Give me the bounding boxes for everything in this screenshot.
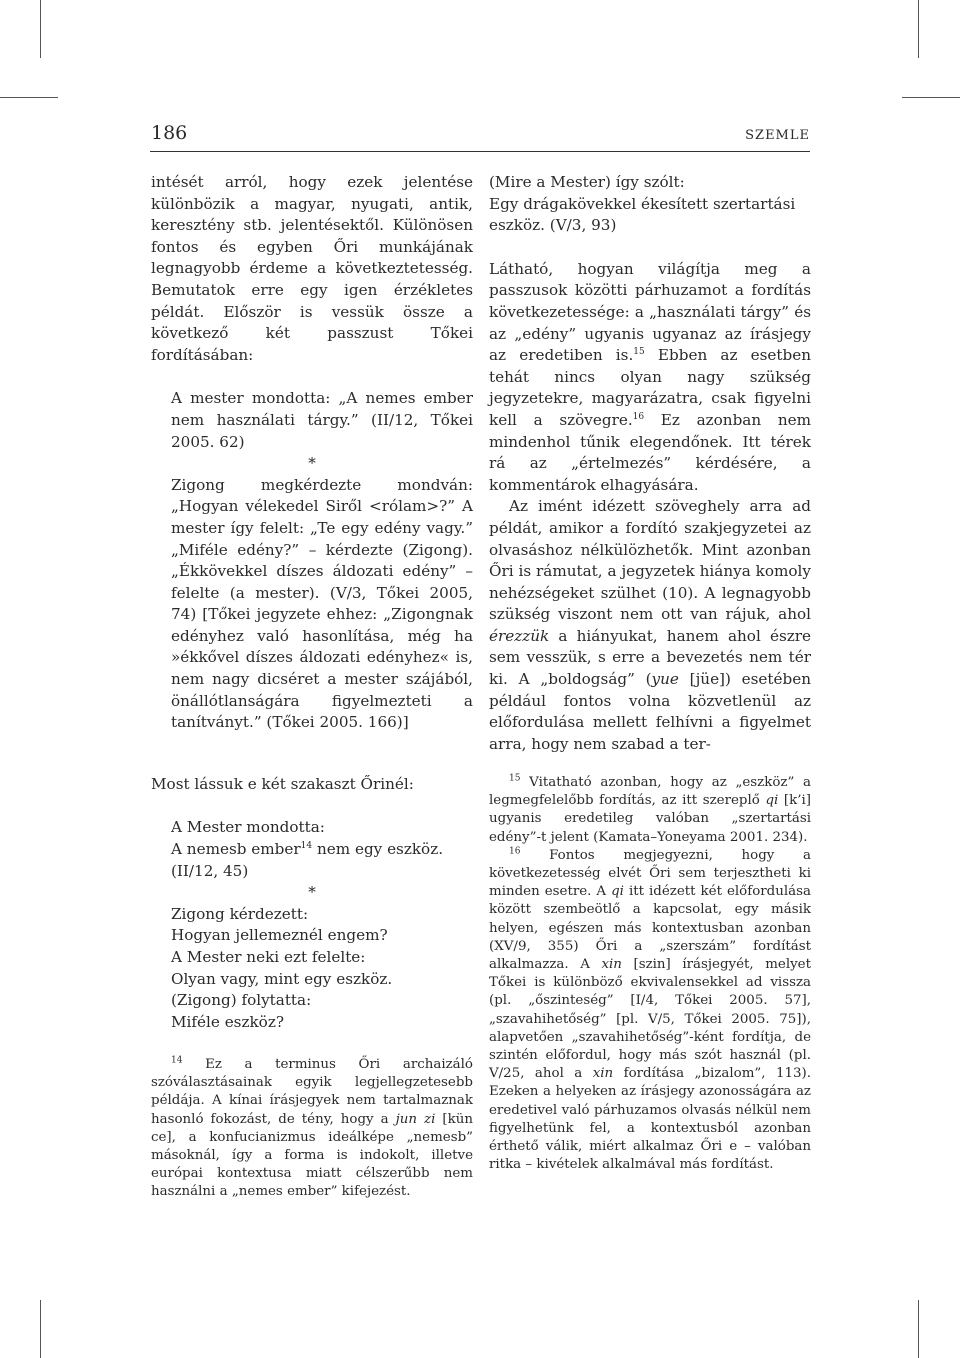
right-column — [489, 172, 811, 755]
paragraph-text: [jüe]) esetében például fontos volna közvetlenül az előfordulása mellett felhívni a figyelmet arra, hogy nem szabad a ter- — [489, 670, 812, 753]
quote-tokei-2: Zigong megkérdezte mondván: „Hogyan vélekedel Siről <rólam>?” A mester így felelt: „Te egy edény vagy.” „Miféle edény?” – kérdezte (Zigong). „Ékkövekkel díszes áldozati edény” – felelte (a mester). (V/3, Tőkei 2005, 74) [Tőkei jegyzete ehhez: „Zigongnak edényhez való hasonlítása, még ha »ékkővel díszes áldozati edényhez« is, nem nagy dicséret a mester szájából, önállótlanságára figyelmezteti a tanítványt.” (Tőkei 2005. 166)] — [171, 475, 473, 732]
footnote-14 — [151, 1056, 473, 1202]
footnote-ref-16: 16 — [632, 411, 645, 422]
footnotes-right — [489, 774, 811, 1174]
emphasis: yue — [651, 670, 679, 689]
footnote-text: Fontos megjegyezni, hogy a következetesség elvét Őri sem terjesztheti ki minden esetre. A — [489, 847, 811, 900]
crop-mark — [918, 0, 919, 58]
verse-line: (Zigong) folytatta: — [171, 991, 312, 1010]
emphasis: érezzük — [489, 626, 550, 645]
quote-ori-2 — [171, 904, 473, 1034]
footnote-term: xin — [601, 957, 622, 973]
footnote-term: qi — [611, 884, 624, 900]
footnote-text: [szin] írásjegyét, melyet Tőkei is különböző ekvivalensekkel ad vissza (pl. „őszinteség” [I/4, Tőkei 2005. 57], „szavahihetőség” [pl. V/5, Tőkei 2005. 75]), alapvetően „szavahihetőség”-ként fordítja, de szintén előfordul, hogy más szót használ (pl. V/25, ahol a — [489, 957, 811, 1082]
crop-mark — [918, 1300, 919, 1358]
footnote-term: jun zi — [395, 1111, 436, 1127]
separator-star: * — [308, 454, 316, 473]
paragraph-text: a hiányukat, hanem ahol észre sem vesszük, s erre a bevezetés nem tér ki. A „boldogság” ( — [489, 626, 811, 689]
quote-tokei-1: A mester mondotta: „A nemes ember nem használati tárgy.” (II/12, Tőkei 2005. 62) — [171, 389, 473, 451]
verse-line: Hogyan jellemeznél engem? — [171, 926, 388, 945]
footnote-text: itt idézett két előfordulása között szembeötlő a kapcsolat, egy másik helyen, egészen más kontextusban azonban (XV/9, 355) Őri a „szerszám” fordítást alkalmazza. A — [489, 884, 811, 973]
verse-line: A Mester neki ezt felelte: — [171, 948, 366, 966]
paragraph — [489, 259, 811, 497]
footnote-ref-15: 15 — [633, 347, 645, 358]
paragraph: Most lássuk e két szakaszt Őrinél: — [151, 774, 414, 793]
footnote-15 — [489, 774, 811, 847]
footnote-number: 16 — [509, 846, 521, 857]
verse-line: (Mire a Mester) így szólt: — [489, 173, 685, 191]
verse-line: A Mester mondotta: — [171, 818, 325, 837]
footnote-text: Ez a terminus Őri archaizáló szóválasztásainak egyik legjellegzetesebb példája. A kínai írásjegyek nem tartalmaznak hasonló fokozást, de tény, hogy a — [151, 1057, 473, 1127]
paragraph: intését arról, hogy ezek jelentése különbözik a magyar, nyugati, antik, keresztény stb. jelentésektől. Különösen fontos és egyben Őri munkájának legnagyobb érdeme a következtetesség. Bemutatok erre egy igen érzékletes példát. Először is vessük össze a következő két passzust Tőkei fordításában: — [151, 173, 473, 364]
paragraph-text: Ez azonban nem mindenhol tűnik elegendőnek. Itt térek rá az „értelmezés” kérdésére, a kommentárok elhagyására. — [489, 410, 811, 494]
crop-mark — [40, 1300, 41, 1358]
footnote-16 — [489, 847, 811, 1175]
page-number: 186 — [151, 122, 188, 144]
footnote-text: [kün ce], a konfucianizmus ideálképe „nemesb” másoknál, így a forma is indokolt, illetve európai kontextusa miatt célszerűbb nem használni a „nemes ember” kifejezést. — [151, 1111, 473, 1200]
verse-line: Olyan vagy, mint egy eszköz. — [171, 969, 393, 988]
footnote-term: qi — [765, 793, 779, 809]
footnote-text: fordítása „bizalom”, 113). Ezeken a helyeken az írásjegy azonosságára az eredetivel való párhuzamos olvasás nélkül nem figyelhetünk fel, a kontextusból azonban érthető válik, miért alkalmaz Őri e – valóban ritka – kivételek alkalmával más fordítást. — [489, 1066, 811, 1173]
verse-line: Egy drágakövekkel ékesített szertartási eszköz. (V/3, 93) — [489, 194, 796, 235]
quote-ori-1 — [171, 817, 473, 882]
left-column — [151, 172, 473, 1033]
crop-mark — [0, 97, 58, 98]
footnote-term: xin — [592, 1066, 614, 1082]
verse-line: Miféle eszköz? — [171, 1012, 284, 1031]
separator-star: * — [308, 883, 316, 902]
crop-mark — [902, 97, 960, 98]
verse-line: (II/12, 45) — [171, 861, 249, 880]
footnote-number: 15 — [509, 773, 521, 784]
crop-mark — [40, 0, 41, 58]
footnote-number: 14 — [171, 1055, 183, 1066]
footnote-text: [k’i] ugyanis eredetileg valóban „szertartási edény”-t jelent (Kamata–Yoneyama 2001. 234). — [489, 793, 812, 845]
verse-line — [171, 839, 473, 861]
footnote-ref-14: 14 — [300, 840, 313, 851]
footnote-text: Vitatható azonban, hogy az „eszköz” a legmegfelelőbb fordítás, az itt szereplő — [489, 775, 811, 809]
verse-text: A nemesb ember — [171, 840, 301, 859]
paragraph — [489, 496, 811, 755]
quote-ori-3 — [489, 172, 811, 237]
paragraph-text: Az imént idézett szöveghely arra ad példát, amikor a fordító szakjegyzetei az olvasáshoz nélkülözhetők. Mint azonban Őri is rámutat, a jegyzetek hiánya komoly nehézségeket szülhet (10). A legnagyobb szükség viszont nem ott van rájuk, ahol — [489, 497, 811, 624]
paragraph-text: Ebben az esetben tehát nincs olyan nagy szükség jegyzetekre, magyarázatra, csak figyelni kell a szövegre. — [489, 346, 811, 429]
paragraph-text: Látható, hogyan világítja meg a passzusok közötti párhuzamot a fordítás következetessége: a „használati tárgy” és az „edény” ugyanis ugyanaz az írásjegy az eredetiben is. — [489, 259, 811, 365]
verse-line: Zigong kérdezett: — [171, 904, 309, 923]
verse-text: nem egy eszköz. — [316, 840, 444, 859]
section-title: SZEMLE — [745, 128, 810, 143]
header-rule — [150, 151, 810, 152]
